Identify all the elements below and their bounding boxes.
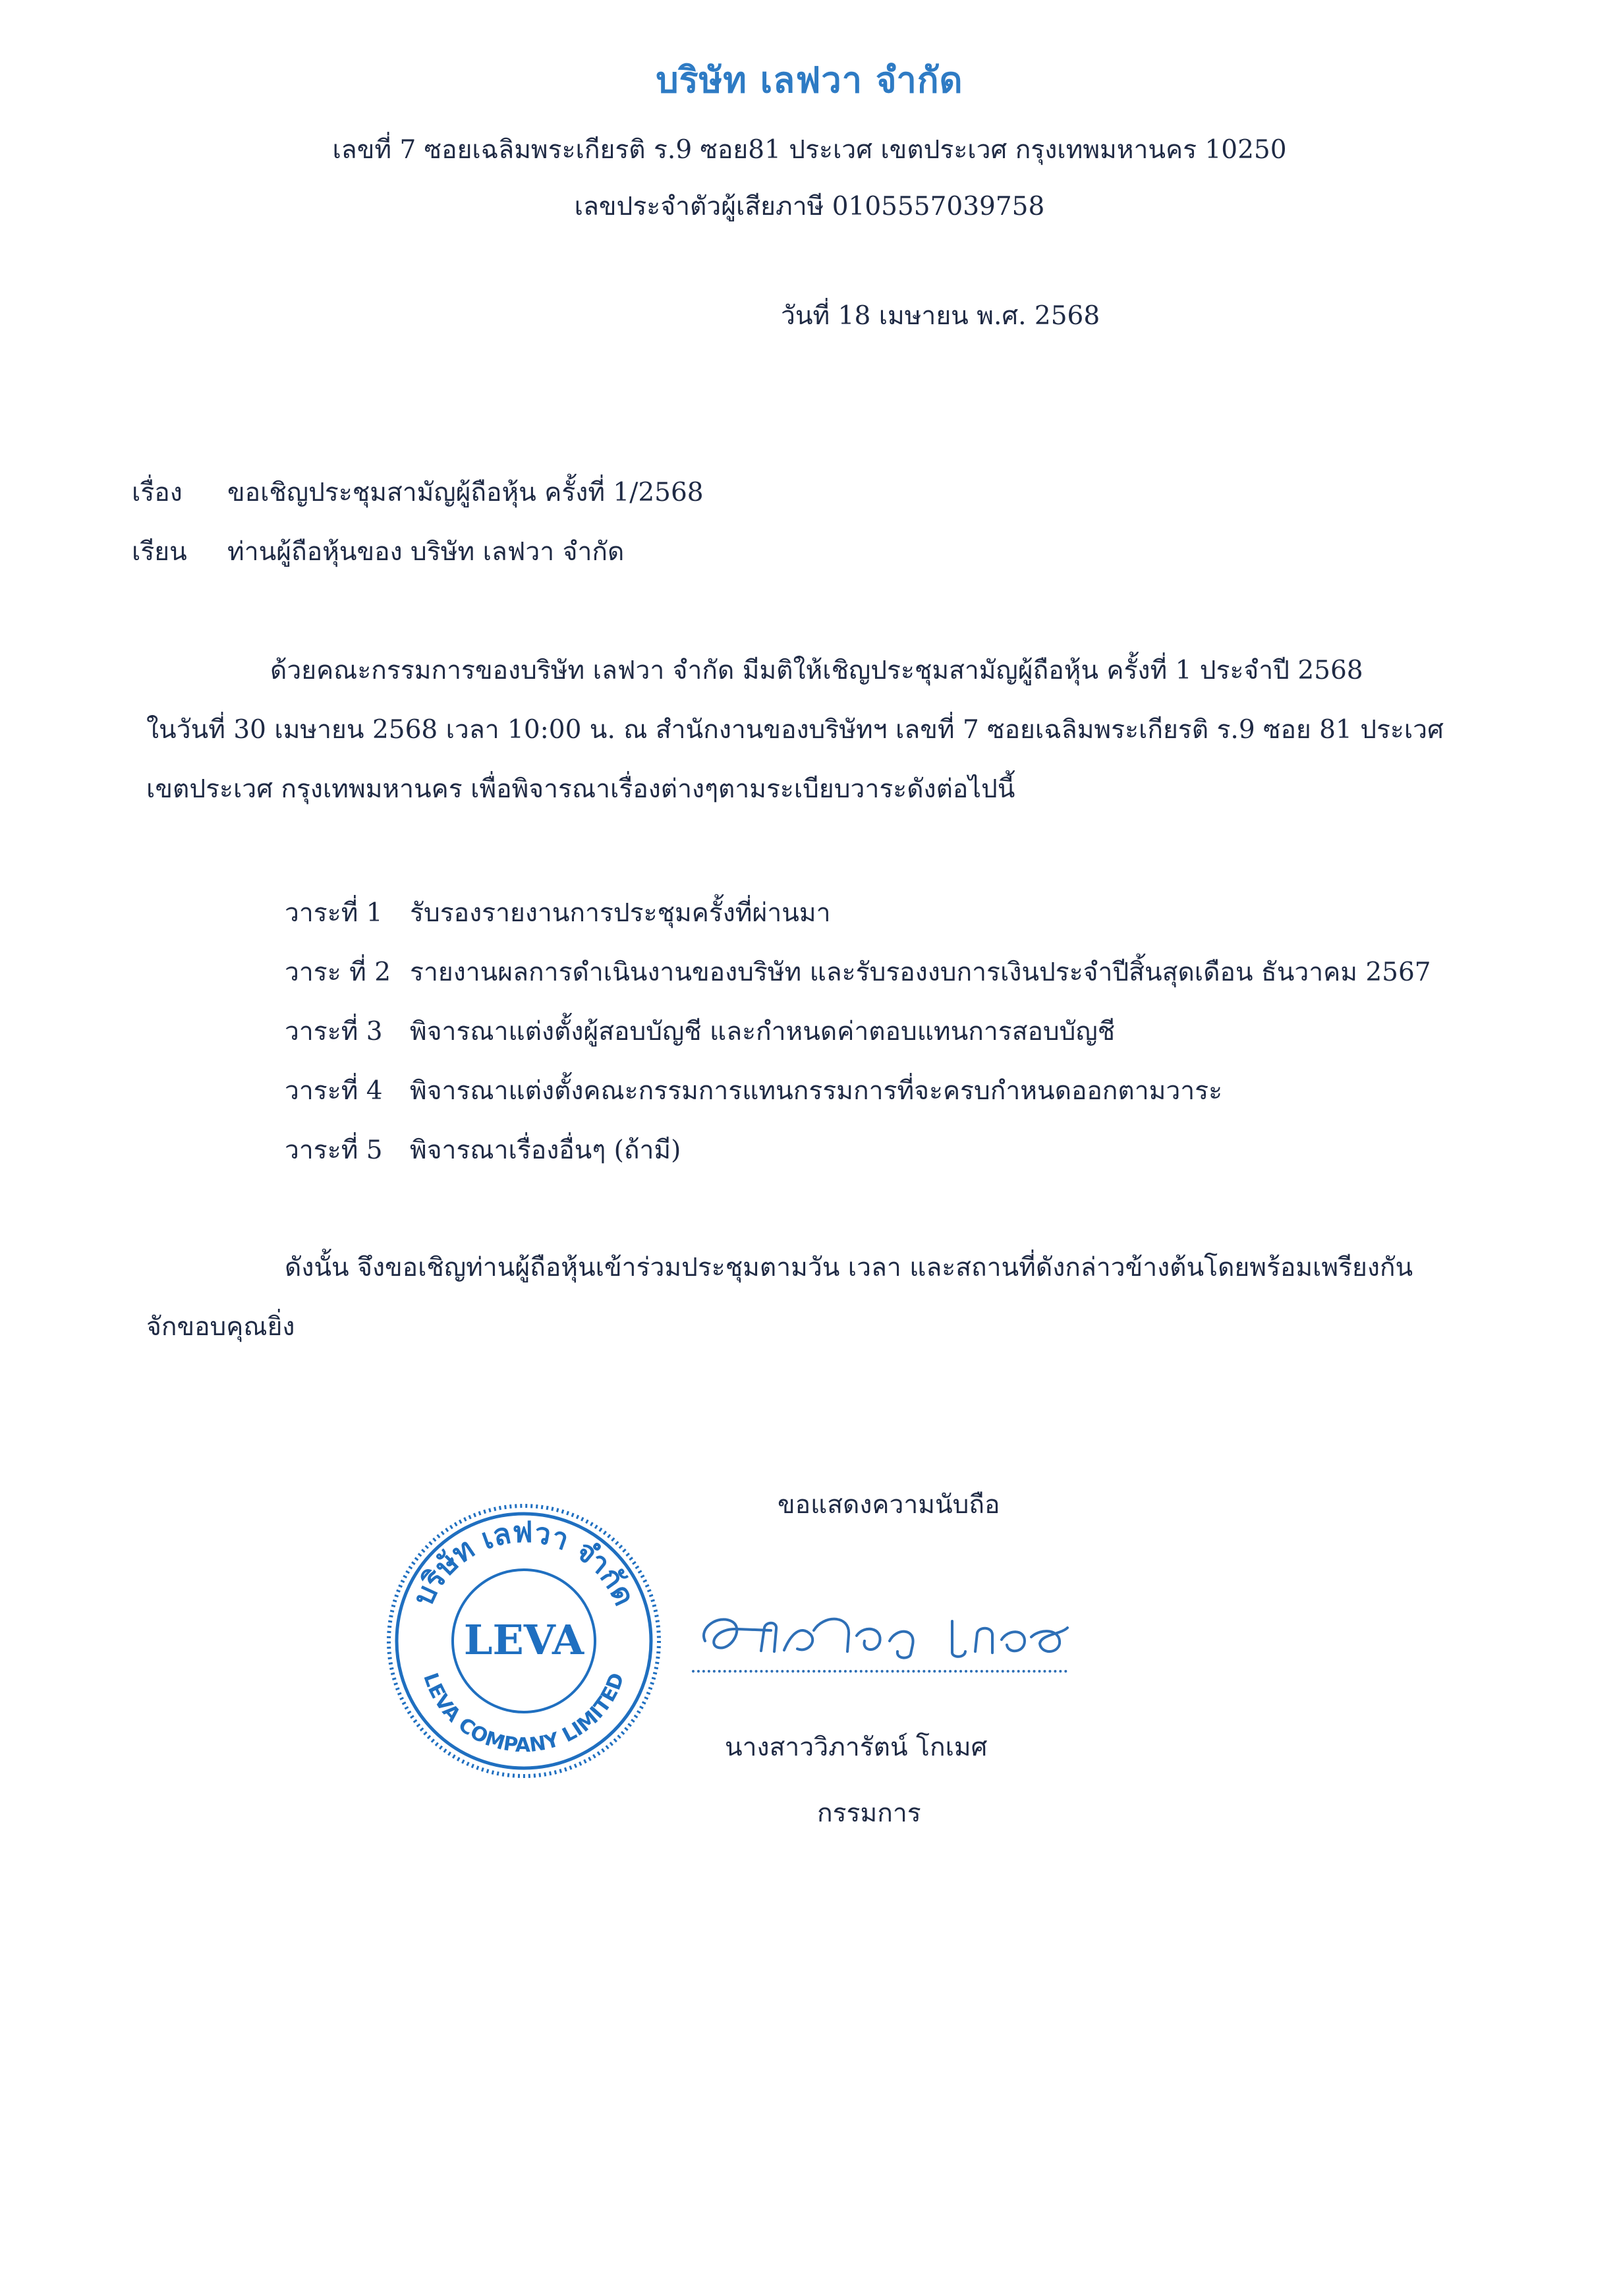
stamp-bottom-text: LEVA COMPANY LIMITED <box>418 1669 629 1758</box>
agenda-item <box>285 1070 1222 1111</box>
agenda-item <box>285 952 1431 992</box>
signature-line <box>692 1670 1067 1673</box>
agenda-text: รับรองรายงานการประชุมครั้งที่ผ่านมา <box>410 898 831 928</box>
signer-position: กรรมการ <box>817 1798 921 1828</box>
agenda-label: วาระที่ 1 <box>285 898 383 928</box>
agenda-label: วาระที่ 3 <box>285 1017 383 1047</box>
subject-label: เรื่อง <box>132 478 183 507</box>
agenda-label: วาระ ที่ 2 <box>285 958 391 987</box>
stamp-top-text: บริษัท เลฟวา จำกัด <box>406 1515 642 1611</box>
agenda-text: พิจารณาเรื่องอื่นๆ (ถ้ามี) <box>410 1135 681 1165</box>
agenda-item <box>285 1011 1115 1052</box>
agenda-text: พิจารณาแต่งตั้งผู้สอบบัญชี และกำหนดค่าตอบแทนการสอบบัญชี <box>410 1017 1116 1047</box>
agenda-label: วาระที่ 5 <box>285 1135 383 1165</box>
agenda-item <box>285 1130 681 1170</box>
stamp-center-text: LEVA <box>463 1616 584 1664</box>
recipient-label: เรียน <box>132 537 187 567</box>
closing-line: ดังนั้น จึงขอเชิญท่านผู้ถือหุ้นเข้าร่วมประชุมตามวัน เวลา และสถานที่ดังกล่าวข้างต้นโดยพร้อมเพรียงกัน <box>285 1253 1413 1282</box>
subject-text: ขอเชิญประชุมสามัญผู้ถือหุ้น ครั้งที่ 1/2568 <box>227 478 704 507</box>
body-line: ด้วยคณะกรรมการของบริษัท เลฟวา จำกัด มีมติให้เชิญประชุมสามัญผู้ถือหุ้น ครั้งที่ 1 ประจำปี 2568 <box>270 656 1363 685</box>
agenda-text: รายงานผลการดำเนินงานของบริษัท และรับรองงบการเงินประจำปีสิ้นสุดเดือน ธันวาคม 2567 <box>410 958 1431 987</box>
signer-name: นางสาววิภารัตน์ โกเมศ <box>725 1733 988 1762</box>
recipient-text: ท่านผู้ถือหุ้นของ บริษัท เลฟวา จำกัด <box>227 537 625 567</box>
tax-id: เลขประจำตัวผู้เสียภาษี 0105557039758 <box>574 192 1045 221</box>
body-line: เขตประเวศ กรุงเทพมหานคร เพื่อพิจารณาเรื่องต่างๆตามระเบียบวาระดังต่อไปนี้ <box>146 774 1015 804</box>
company-address: เลขที่ 7 ซอยเฉลิมพระเกียรติ ร.9 ซอย81 ประเวศ เขตประเวศ กรุงเทพมหานคร 10250 <box>332 135 1287 165</box>
agenda-label: วาระที่ 4 <box>285 1076 383 1106</box>
regards-text: ขอแสดงความนับถือ <box>778 1490 1000 1520</box>
closing-line: จักขอบคุณยิ่ง <box>146 1312 295 1342</box>
company-stamp <box>379 1496 669 1786</box>
handwritten-signature <box>692 1588 1074 1674</box>
company-name: บริษัท เลฟวา จำกัด <box>656 59 963 101</box>
letter-date: วันที่ 18 เมษายน พ.ศ. 2568 <box>781 301 1100 331</box>
agenda-text: พิจารณาแต่งตั้งคณะกรรมการแทนกรรมการที่จะครบกำหนดออกตามวาระ <box>410 1076 1223 1106</box>
agenda-item <box>285 892 831 933</box>
body-line: ในวันที่ 30 เมษายน 2568 เวลา 10:00 น. ณ สำนักงานของบริษัทฯ เลขที่ 7 ซอยเฉลิมพระเกียรติ ร.9 ซอย 81 ประเวศ <box>146 715 1444 745</box>
